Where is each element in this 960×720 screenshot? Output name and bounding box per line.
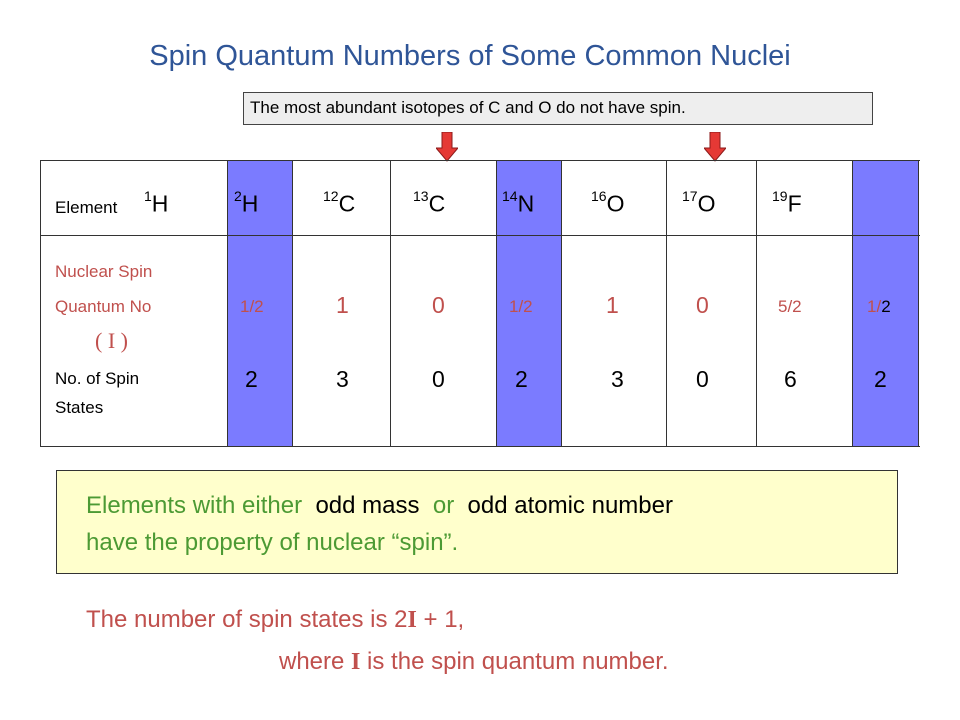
element-2h: $^2$H	[234, 188, 259, 217]
states-value-17o: 0	[696, 366, 709, 392]
states-value-16o: 3	[611, 366, 624, 392]
formula-line2: where I is the spin quantum number.	[279, 648, 669, 675]
element-1h: $^1$H	[144, 188, 169, 217]
spin-value-2h: 1/2	[240, 297, 264, 316]
spin-value-16o: 1	[606, 292, 619, 318]
states-value-14n: 2	[515, 366, 528, 392]
table-top-border	[40, 160, 920, 161]
spin-value-13c: 0	[432, 292, 445, 318]
spin-value-12c: 1	[336, 292, 349, 318]
row-label-spin-line1: Nuclear Spin	[55, 262, 153, 281]
note-box	[56, 470, 898, 574]
states-value-12c: 3	[336, 366, 349, 392]
row-label-states-line1: No. of Spin	[55, 369, 140, 388]
element-17o: $^{17}$O	[682, 188, 716, 217]
column-divider	[390, 160, 391, 447]
slide-title: Spin Quantum Numbers of Some Common Nuclei	[149, 40, 791, 72]
table-header-divider	[40, 235, 920, 236]
states-value-13c: 0	[432, 366, 445, 392]
callout-box: The most abundant isotopes of C and O do not have spin.	[243, 92, 873, 125]
row-label-states-line2: States	[55, 398, 104, 417]
element-14n: $^{14}$N	[502, 188, 535, 217]
element-12c: $^{12}$C	[323, 188, 356, 217]
formula-line1: The number of spin states is 2I + 1,	[86, 606, 465, 633]
element-16o: $^{16}$O	[591, 188, 625, 217]
spin-value-17o: 0	[696, 292, 709, 318]
element-19f: $^{19}$F	[772, 188, 802, 217]
states-value-2h: 2	[245, 366, 258, 392]
row-label-spin-line2: Quantum No	[55, 297, 152, 316]
spin-value-19f: 5/2	[778, 297, 802, 316]
note-line2: have the property of nuclear “spin”.	[86, 529, 459, 556]
element-13c: $^{13}$C	[413, 188, 446, 217]
column-divider	[756, 160, 757, 447]
note-line1: Elements with either odd mass or odd atomic number	[86, 492, 673, 519]
row-label-element: Element	[55, 198, 118, 217]
down-arrow-icon	[436, 132, 458, 162]
row-label-spin-symbol: ( I )	[95, 328, 128, 353]
column-divider	[666, 160, 667, 447]
spin-value-last: 1/2	[867, 297, 891, 316]
spin-value-14n: 1/2	[509, 297, 533, 316]
states-value-last: 2	[874, 366, 887, 392]
down-arrow-icon	[704, 132, 726, 162]
states-value-19f: 6	[784, 366, 797, 392]
